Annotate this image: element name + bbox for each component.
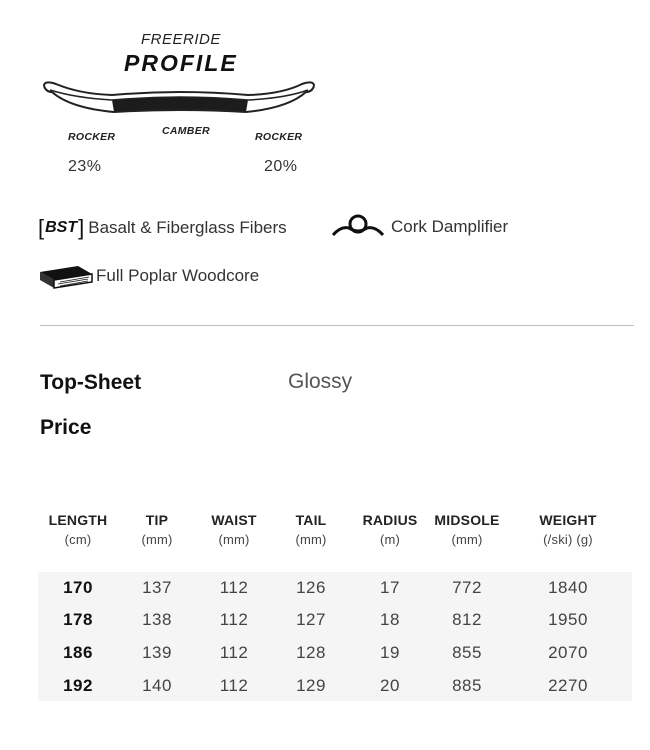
- bst-icon: [: [38, 215, 45, 240]
- cork-label: Cork Damplifier: [391, 217, 509, 236]
- col-header-midsole: MIDSOLE (mm): [434, 512, 500, 547]
- profile-subtitle: FREERIDE: [141, 31, 221, 48]
- woodcore-label: Full Poplar Woodcore: [96, 266, 260, 285]
- col-header-tip: TIP (mm): [141, 512, 173, 547]
- col-header-weight: WEIGHT (/ski) (g): [539, 512, 597, 547]
- camber-label: CAMBER: [162, 125, 210, 137]
- rocker-right-pct: 20%: [264, 158, 298, 175]
- col-header-waist: WAIST (mm): [211, 512, 257, 547]
- bst-badge: BST: [45, 219, 78, 236]
- cork-feature: [331, 213, 508, 241]
- col-header-tail: TAIL (mm): [295, 512, 327, 547]
- price-label: Price: [40, 416, 92, 439]
- rocker-right-label: ROCKER: [255, 131, 303, 143]
- bst-feature: [ BST ] Basalt & Fiberglass Fibers: [38, 215, 287, 240]
- damping-icon: [331, 213, 385, 241]
- topsheet-label: Top-Sheet: [40, 371, 142, 394]
- profile-title: PROFILE: [124, 50, 238, 76]
- rocker-left-pct: 23%: [68, 158, 102, 175]
- ski-topsheet: [44, 82, 314, 95]
- rocker-left-label: ROCKER: [68, 131, 116, 143]
- ski-profile-diagram: [40, 72, 320, 127]
- woodcore-icon: [38, 262, 94, 290]
- woodcore-feature: [38, 262, 259, 290]
- section-divider: [40, 325, 634, 326]
- bst-label: Basalt & Fiberglass Fibers: [88, 218, 287, 237]
- col-header-length: LENGTH (cm): [48, 512, 108, 547]
- col-header-radius: RADIUS (m): [362, 512, 418, 547]
- topsheet-value: Glossy: [288, 370, 353, 393]
